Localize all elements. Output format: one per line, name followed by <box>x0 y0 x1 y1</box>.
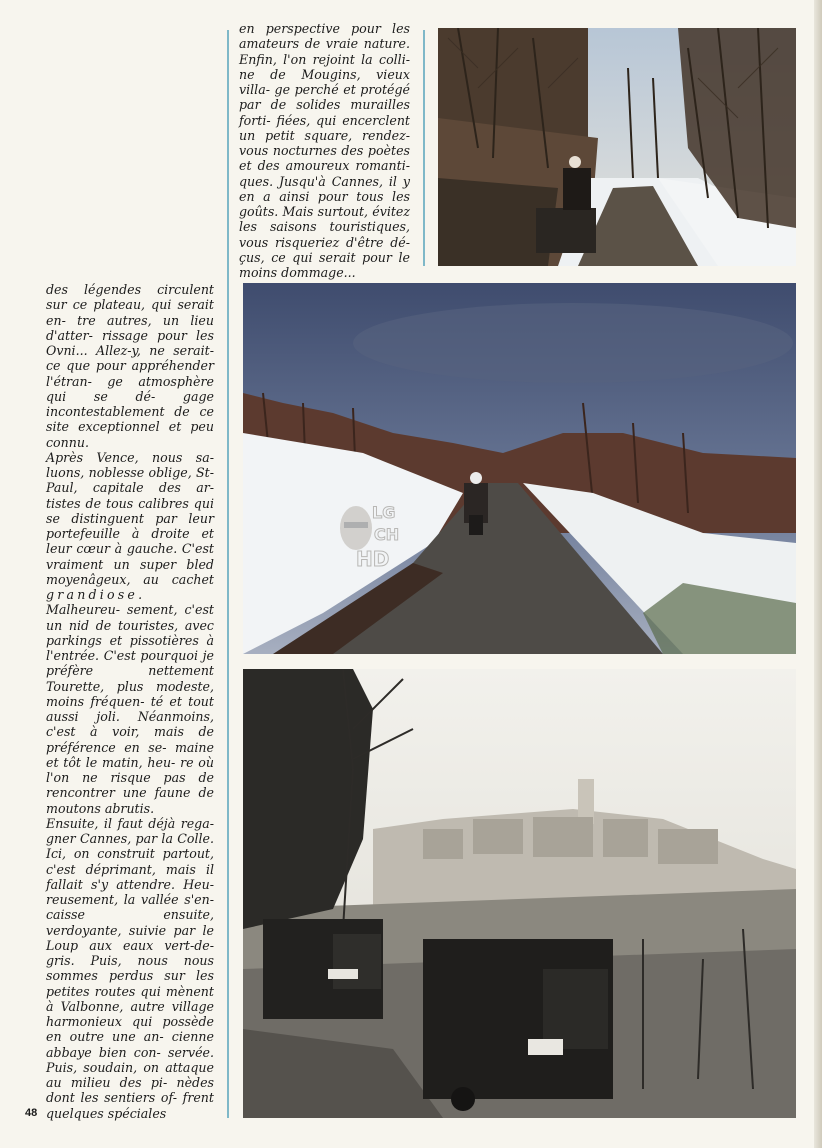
p2-line: Néanmoins, c'est à voir, <box>46 709 214 740</box>
top-col-line: fiées, qui encerclent un <box>239 112 410 143</box>
p3-line: caisse ensuite, verdoyante, <box>46 907 214 938</box>
p3-line: servée. Puis, soudain, on <box>46 1044 214 1075</box>
p2-line: re où l'on ne risque pas <box>46 754 215 785</box>
p1-line: ce plateau, qui serait en- <box>46 297 214 328</box>
p3-line: Ici, on construit partout, <box>46 846 214 862</box>
top-col-line: en perspective pour les <box>239 21 410 36</box>
p2-line: moyenâgeux, au cachet <box>46 571 214 587</box>
p2-line: maine et tôt le matin, heu- <box>46 739 214 770</box>
hilltop-village-motorcycles-photo <box>243 669 796 1118</box>
paragraph-top <box>239 21 410 280</box>
svg-text:CH: CH <box>374 525 400 544</box>
p3-line: fallait s'y attendre. Heu- <box>46 876 214 892</box>
p2-line: vraiment un super bled <box>46 556 214 572</box>
p1-line: des légendes circulent sur <box>46 282 214 313</box>
p2-line: de rencontrer une faune <box>46 770 214 801</box>
p3-line: mènent à Valbonne, autre <box>46 983 214 1014</box>
top-col-line: petit square, rendez-vous <box>239 127 410 158</box>
p2-line: mais de préférence en se- <box>46 724 214 755</box>
p2-line: C'est pourquoi je préfère <box>46 648 214 679</box>
p3-line: cienne abbaye bien con- <box>46 1029 214 1060</box>
p3-line: village harmonieux qui <box>46 998 214 1029</box>
p3-line: possède en outre une an- <box>46 1014 214 1045</box>
p1-line: Allez-y, ne serait-ce que <box>46 343 214 374</box>
top-col-line: Enfin, l'on rejoint la colli- <box>239 51 410 67</box>
p2-line: sement, c'est un nid de <box>46 602 214 633</box>
p3-line: sur les petites routes qui <box>46 968 214 999</box>
p3-line: attaque au milieu des pi- <box>46 1059 214 1090</box>
p2-line: Après Vence, nous sa- <box>46 449 214 465</box>
p3-line: eaux vert-de-gris. Puis, <box>46 937 214 968</box>
p1-line: pour appréhender l'étran- <box>46 358 214 389</box>
top-col-line: de solides murailles forti- <box>239 97 410 128</box>
svg-text:HD: HD <box>356 547 390 571</box>
top-col-line: nocturnes des poètes et <box>239 143 410 174</box>
p2-line: de moutons abrutis. <box>46 785 214 816</box>
p3-line: suivie par le Loup aux <box>46 922 214 953</box>
top-col-line: des amoureux romanti- <box>257 158 410 174</box>
top-col-line: en a ainsi pour tous les <box>239 188 410 204</box>
p2-line: et pissotières à l'entrée. <box>46 632 214 663</box>
p2-line: tistes de tous calibres qui <box>46 495 214 511</box>
p3-line: Ensuite, il faut déjà rega- <box>46 815 214 831</box>
top-col-line: ne de Mougins, vieux villa- <box>239 66 410 97</box>
p1-line: connu. <box>46 434 89 450</box>
p2-line: modeste, moins fréquen- <box>46 678 214 709</box>
forest-road-snow-photo <box>438 28 796 266</box>
text-column-top <box>239 21 410 280</box>
p3-line: reusement, la vallée s'en- <box>46 892 214 907</box>
p2-line: portefeuille à droite et <box>46 526 214 541</box>
top-col-line: vous risqueriez d'être dé- <box>239 234 410 250</box>
svg-text:LG: LG <box>372 503 396 522</box>
p3-line: nèdes dont les sentiers of- <box>46 1075 214 1106</box>
top-col-line: moins dommage... <box>239 265 356 280</box>
p1-line: rissage pour les Ovni... <box>46 327 214 358</box>
watermark-logo <box>334 494 416 574</box>
p1-line: ce site exceptionnel et peu <box>46 404 214 435</box>
p2-line: leur cœur à gauche. C'est <box>46 541 214 557</box>
text-column-left <box>46 282 214 1121</box>
top-col-line: goûts. Mais surtout, évitez <box>239 204 410 219</box>
p2-line: nettement Tourette, plus <box>46 663 214 694</box>
page-number: 48 <box>25 1107 38 1119</box>
top-col-line: ge perché et protégé par <box>239 82 410 113</box>
paragraph-2 <box>46 450 214 816</box>
top-col-line: ques. Jusqu'à Cannes, il y <box>239 173 410 189</box>
page-edge <box>814 0 822 1148</box>
top-col-line: amateurs de vraie nature. <box>239 36 410 52</box>
column-rule-top <box>423 30 425 266</box>
column-rule-left <box>227 30 229 1118</box>
top-col-line: les saisons touristiques, <box>239 219 410 235</box>
p3-line: c'est déprimant, mais il <box>46 861 214 877</box>
p3-line: nous nous sommes perdus <box>46 953 214 984</box>
p2-line: touristes, avec parkings <box>46 617 214 648</box>
p3-line: gner Cannes, par la Colle. <box>46 831 214 846</box>
top-col-line: çus, ce qui serait pour le <box>239 249 410 265</box>
p2-line: se distinguent par leur <box>46 510 214 526</box>
p1-line: ge atmosphère qui se dé- <box>46 373 214 404</box>
p1-line: tre autres, un lieu d'atter- <box>46 312 214 343</box>
p2-line: luons, noblesse oblige, <box>46 465 192 480</box>
p2-line: . Malheureu- <box>46 587 143 618</box>
paragraph-1 <box>46 282 214 450</box>
spaced-word: grandiose <box>46 587 139 602</box>
p3-line: frent quelques spéciales <box>46 1090 214 1121</box>
paragraph-3 <box>46 816 214 1121</box>
snowy-road-motorcycle-photo <box>243 283 796 654</box>
p2-line: St-Paul, capitale des ar- <box>46 465 214 496</box>
p1-line: gage incontestablement de <box>46 388 214 419</box>
p2-line: té et tout aussi joli. <box>46 693 214 724</box>
